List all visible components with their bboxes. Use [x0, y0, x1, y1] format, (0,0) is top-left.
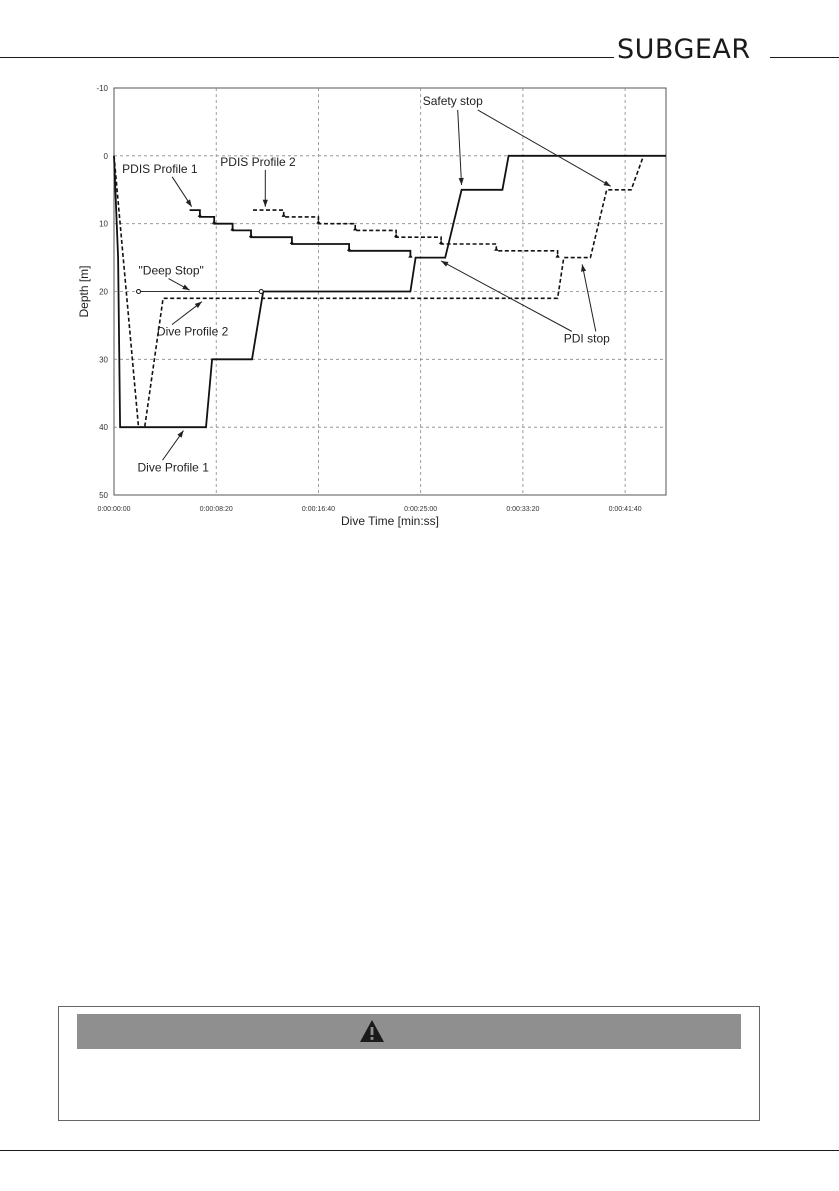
annotation-label: PDIS Profile 1 [122, 161, 198, 176]
x-tick-label: 0:00:33:20 [506, 506, 540, 513]
warning-header-bar [77, 1014, 741, 1049]
y-tick-label: 50 [99, 491, 108, 500]
warning-triangle-icon [359, 1019, 385, 1043]
annotation-label: PDIS Profile 2 [220, 155, 296, 170]
annotation-label: Safety stop [422, 93, 483, 108]
y-tick-label: 0 [103, 151, 108, 161]
y-tick-label: -10 [96, 84, 108, 93]
y-tick-label: 20 [99, 287, 108, 297]
header-rule-left [0, 57, 614, 58]
x-tick-label: 0:00:00:00 [97, 506, 131, 513]
warning-box [58, 1006, 760, 1121]
footer-rule [0, 1150, 839, 1151]
brand-logo [617, 34, 751, 65]
x-axis-label: Dive Time [min:ss] [340, 514, 440, 528]
y-tick-label: 30 [99, 355, 108, 365]
x-tick-label: 0:00:08:20 [199, 506, 233, 513]
brand-text: SUBGEAR [617, 34, 751, 65]
dive-profile-chart [77, 82, 680, 532]
deep-stop-marker [259, 290, 263, 294]
annotation-label: Dive Profile 2 [156, 324, 229, 339]
y-tick-label: 40 [99, 423, 108, 433]
x-tick-label: 0:00:16:40 [301, 506, 335, 513]
header-rule-right [770, 57, 839, 58]
y-tick-label: 10 [99, 219, 108, 229]
x-tick-label: 0:00:25:00 [404, 506, 438, 513]
y-axis-label: Depth [m] [77, 265, 91, 318]
deep-stop-marker [137, 290, 141, 294]
annotation-label: "Deep Stop" [138, 263, 204, 278]
annotation-label: Dive Profile 1 [137, 460, 209, 475]
x-tick-label: 0:00:41:40 [608, 506, 642, 513]
annotation-label: PDI stop [563, 331, 610, 346]
